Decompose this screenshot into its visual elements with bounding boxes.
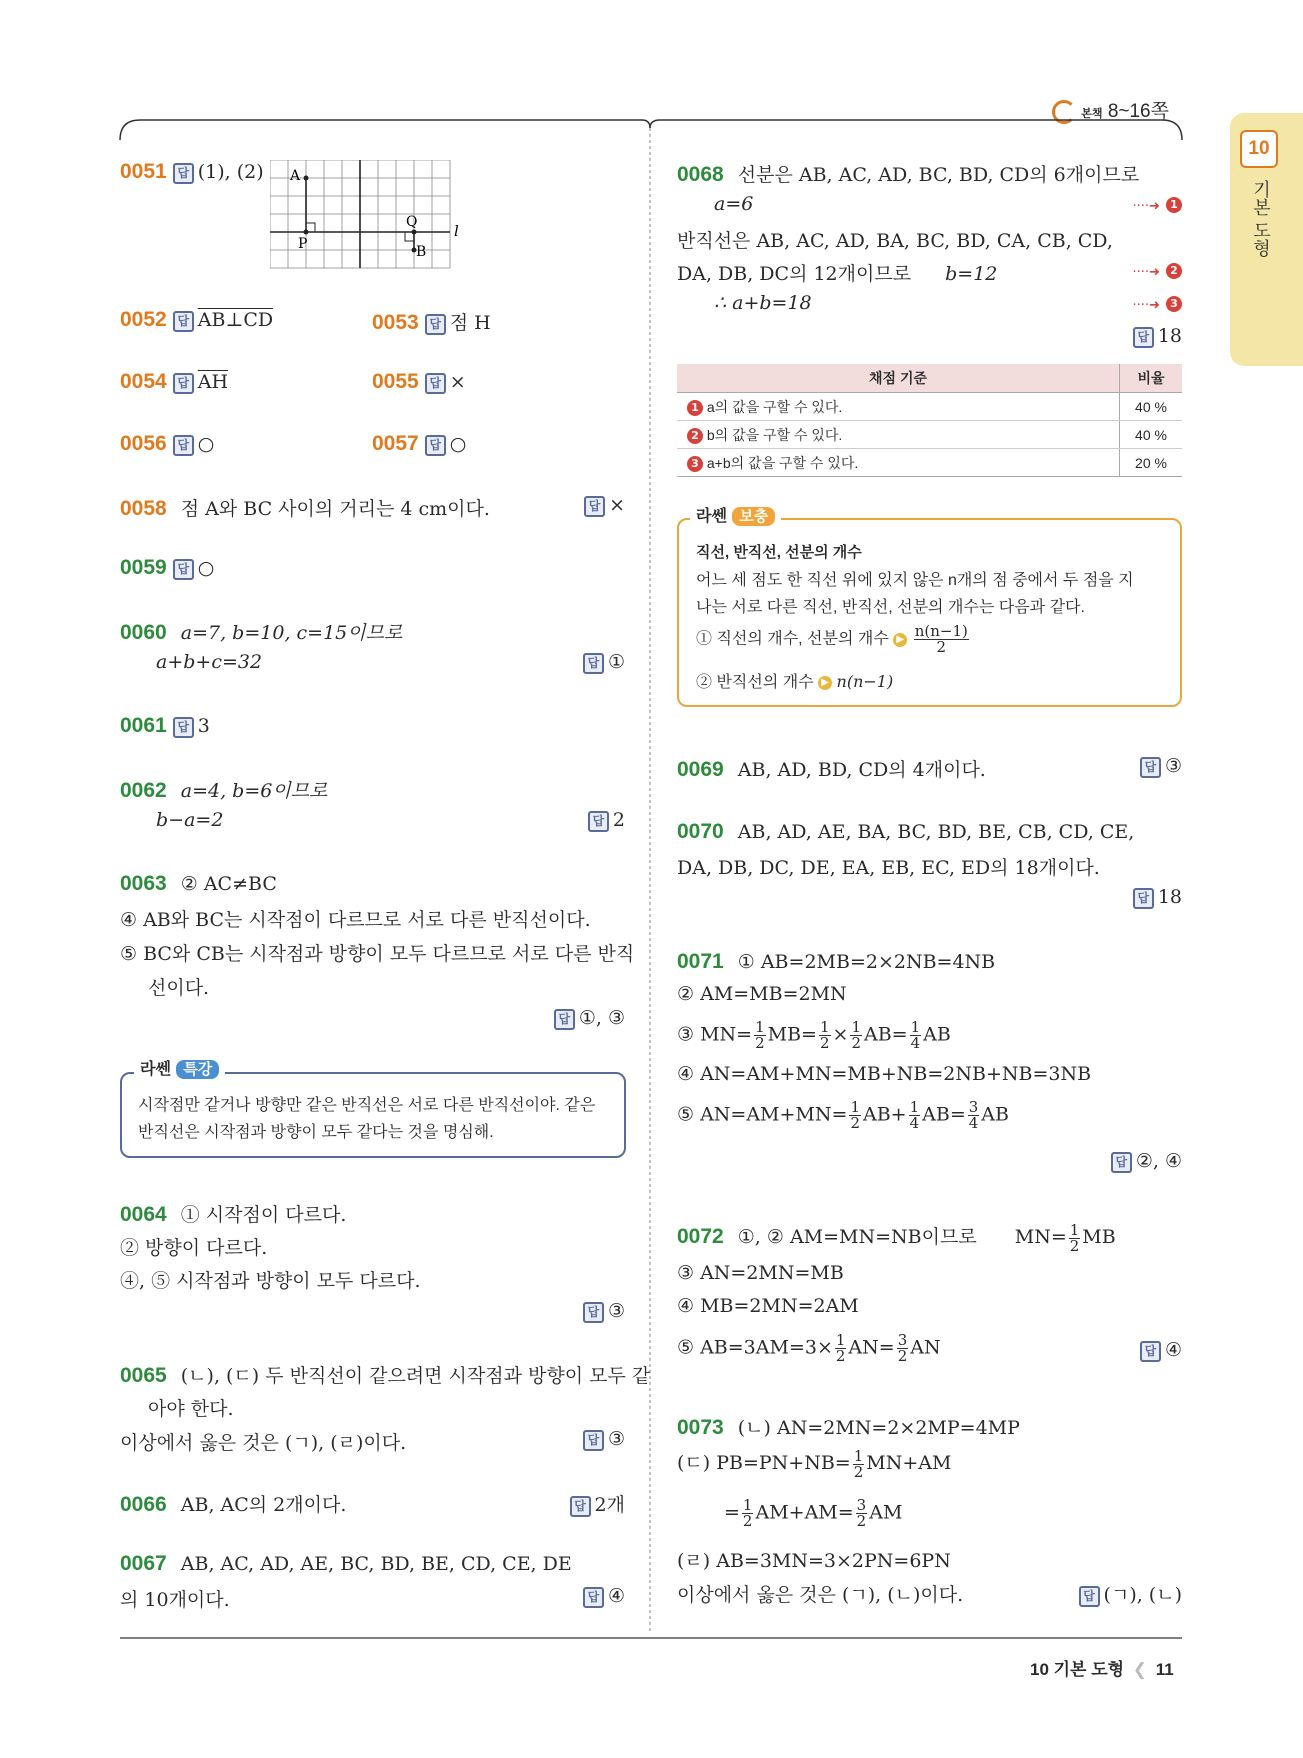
answer-icon: 답	[1140, 1341, 1161, 1362]
tip-header	[134, 1056, 225, 1080]
q0060	[120, 618, 625, 645]
supp-title: 직선, 반직선, 선분의 개수	[696, 544, 862, 561]
marker-2: 2	[1166, 263, 1182, 279]
q0068-b: a=6 ····➜ 1	[714, 193, 1182, 215]
page-number: 11	[1155, 1660, 1174, 1679]
page-range: 8~16쪽	[1107, 101, 1169, 122]
criterion: b의 값을 구할 수 있다.	[706, 426, 843, 443]
q0068-d: DA, DB, DC의 12개이므로 b=12 ····➜ 2	[677, 259, 1182, 286]
solution-line: DA, DB, DC의 12개이므로	[677, 263, 912, 285]
problem-number: 0056	[120, 432, 167, 455]
answer-icon: 답	[584, 496, 605, 517]
expr: AM	[869, 1501, 903, 1524]
answer: ①	[607, 651, 625, 673]
answer-icon: 답	[1111, 1152, 1132, 1173]
expr: AB+	[862, 1103, 907, 1126]
problem-number: 0065	[120, 1364, 167, 1387]
ratio: 40 %	[1120, 421, 1183, 449]
problem-number: 0068	[677, 163, 724, 186]
answer-icon: 답	[588, 811, 609, 832]
q0070	[677, 820, 1134, 844]
frac-num: 1	[850, 1098, 860, 1116]
label-p: P	[298, 236, 308, 252]
answer-icon: 답	[583, 653, 604, 674]
ratio: 40 %	[1120, 393, 1183, 421]
problem-number: 0073	[677, 1416, 724, 1439]
solution-line: ①, ② AM=MN=NB이므로	[737, 1226, 977, 1248]
label-a: A	[290, 168, 301, 184]
problem-number: 0063	[120, 872, 167, 895]
answer-icon: 답	[173, 435, 194, 456]
q0067	[120, 1552, 572, 1576]
solution-line: ④ AB와 BC는 시작점이 다르므로 서로 다른 반직선이다.	[120, 909, 591, 931]
supp-formula-1	[696, 624, 971, 655]
frac-den: 2	[819, 1034, 830, 1052]
frac-den: 2	[755, 1034, 765, 1052]
frac-num: 1	[853, 1446, 864, 1465]
answer-icon: 답	[173, 163, 194, 184]
supp-header	[690, 503, 781, 527]
frac-den: 2	[897, 1347, 908, 1365]
table-header: 비율	[1120, 364, 1183, 393]
frac-num: 1	[819, 1018, 830, 1036]
fraction-bottom: 2	[936, 638, 947, 656]
q0073-c	[724, 1498, 902, 1529]
answer: ③	[607, 1428, 625, 1450]
answer: ○	[449, 433, 467, 455]
solution-line: a+b+c=32	[156, 651, 263, 673]
tip-tag: 특강	[176, 1060, 219, 1079]
q0067-b	[120, 1585, 625, 1612]
supp-value: n(n−1)	[836, 672, 894, 691]
q0072-d	[677, 1333, 1182, 1364]
frac-num: 1	[910, 1018, 921, 1036]
q0057	[372, 432, 466, 456]
answer-icon: 답	[1133, 327, 1154, 348]
problem-number: 0064	[120, 1203, 167, 1226]
frac-num: 1	[1069, 1220, 1080, 1239]
tip-brand: 라쎈	[140, 1061, 171, 1078]
answer: ④	[1164, 1339, 1182, 1361]
answer-icon: 답	[173, 311, 194, 332]
q0068	[677, 160, 1139, 187]
answer: ④	[607, 1585, 625, 1607]
expr: (ㄷ) PB=PN+NB=	[677, 1452, 851, 1474]
solution-line: DA, DB, DC, DE, EA, EB, EC, ED의 18개이다.	[677, 857, 1100, 879]
answer-icon: 답	[173, 717, 194, 738]
answer-icon: 답	[1133, 888, 1154, 909]
q0064-answer	[120, 1300, 625, 1323]
q0058	[120, 494, 625, 521]
frac-num: 1	[742, 1496, 753, 1514]
fraction-top: n(n−1)	[914, 622, 968, 640]
supp-text: 나는 서로 다른 직선, 반직선, 선분의 개수는 다음과 같다.	[696, 599, 1085, 616]
table-cell: 2 b의 값을 구할 수 있다.	[677, 421, 1120, 449]
criterion: a+b의 값을 구할 수 있다.	[706, 454, 859, 471]
chapter-number: 10	[1240, 130, 1278, 168]
q0072	[677, 1222, 1116, 1254]
answer-icon: 답	[583, 1302, 604, 1323]
frac-den: 2	[835, 1347, 846, 1365]
q0071-c	[677, 1020, 951, 1051]
solution-line: (ㄴ) AN=2MN=2×2MP=4MP	[737, 1417, 1020, 1439]
problem-number: 0066	[120, 1493, 167, 1516]
expr: AB=	[922, 1103, 966, 1126]
problem-number: 0070	[677, 820, 724, 843]
chapter-title: 기본 도형	[1251, 180, 1271, 258]
answer: ②, ④	[1135, 1150, 1182, 1172]
solution-line: AB, AD, AE, BA, BC, BD, BE, CB, CD, CE,	[737, 821, 1135, 843]
q0053	[372, 308, 491, 335]
expr: MN=	[1014, 1226, 1067, 1248]
frac-den: 4	[910, 1034, 921, 1052]
answer: 2개	[594, 1494, 625, 1516]
answer: 18	[1157, 325, 1182, 347]
answer: (ㄱ), (ㄴ)	[1103, 1584, 1182, 1606]
q0070-answer	[677, 886, 1182, 909]
supp-formula-2	[696, 669, 893, 692]
answer-icon: 답	[1140, 757, 1161, 778]
answer-icon: 답	[425, 373, 446, 394]
answer: ③	[1164, 755, 1182, 777]
expr: AN	[910, 1336, 941, 1359]
solution-line: b−a=2	[156, 809, 224, 831]
q0073-b	[677, 1448, 951, 1480]
frac-num: 1	[835, 1331, 846, 1349]
tip-text: 시작점만 같거나 방향만 같은 반직선은 서로 다른 반직선이야. 같은	[138, 1097, 596, 1114]
solution-line: ④ MB=2MN=2AM	[677, 1295, 859, 1317]
solution-line: 선분은 AB, AC, AD, BC, BD, CD의 6개이므로	[737, 164, 1140, 186]
expr: AB	[981, 1103, 1009, 1126]
solution-line: 이상에서 옳은 것은 (ㄱ), (ㄴ)이다.	[677, 1584, 964, 1606]
problem-number: 0051	[120, 160, 167, 183]
q0071	[677, 950, 995, 974]
q0052	[120, 308, 273, 332]
answer-icon: 답	[425, 435, 446, 456]
expr: AN=	[848, 1336, 895, 1359]
solution-line: 아야 한다.	[148, 1398, 234, 1420]
label-l: l	[454, 222, 459, 240]
q0062-b	[156, 809, 625, 831]
answer: ×	[609, 494, 625, 516]
solution-line: ④ AN=AM+MN=MB+NB=2NB+NB=3NB	[677, 1063, 1092, 1085]
frac-num: 3	[897, 1331, 908, 1349]
answer: 18	[1157, 886, 1182, 908]
answer: ①, ③	[578, 1007, 625, 1029]
problem-number: 0060	[120, 621, 167, 644]
frac-num: 3	[968, 1098, 979, 1116]
grid-figure	[270, 160, 470, 272]
q0068-e: ∴ a+b=18 ····➜ 3	[714, 292, 1182, 314]
supp-text: ② 반직선의 개수	[696, 674, 814, 691]
answer: 3	[197, 715, 210, 737]
q0069	[677, 755, 1182, 782]
footer-chapter: 10 기본 도형	[1030, 1660, 1125, 1679]
frac-den: 2	[851, 1034, 861, 1052]
solution-line: ④, ⑤ 시작점과 방향이 모두 다르다.	[120, 1270, 421, 1292]
solution-line: (ㄹ) AB=3MN=3×2PN=6PN	[677, 1550, 951, 1572]
frac-den: 2	[1069, 1236, 1080, 1255]
answer: 2	[612, 809, 625, 831]
answer: ○	[197, 557, 215, 579]
answer-icon: 답	[173, 373, 194, 394]
q0061	[120, 714, 210, 738]
expr: ③ MN=	[677, 1023, 753, 1046]
arrow-icon: ▶	[818, 676, 832, 690]
answer-icon: 답	[583, 1430, 604, 1451]
answer-icon: 답	[425, 314, 446, 335]
label-b: B	[416, 244, 427, 260]
solution-line: a=6	[714, 193, 754, 215]
q0064	[120, 1200, 346, 1227]
frac-den: 2	[856, 1512, 867, 1530]
tip-box	[120, 1072, 626, 1158]
problem-number: 0054	[120, 370, 167, 393]
table-cell: 3 a+b의 값을 구할 수 있다.	[677, 449, 1120, 477]
expr: =	[724, 1501, 740, 1524]
answer-icon: 답	[554, 1009, 575, 1030]
frac-den: 4	[909, 1114, 920, 1132]
q0065	[120, 1361, 650, 1388]
frac-num: 1	[851, 1018, 861, 1036]
q0073-e	[677, 1580, 1182, 1607]
answer: (1), (2)	[197, 161, 264, 183]
q0059	[120, 556, 214, 580]
solution-line: a=4, b=6이므로	[180, 780, 328, 802]
q0056	[120, 432, 214, 456]
q0073	[677, 1413, 1020, 1440]
frac-den: 2	[742, 1512, 753, 1530]
expr: MB=	[767, 1023, 817, 1046]
answer: 점 H	[449, 312, 491, 334]
arrow-icon: ▶	[893, 633, 907, 647]
solution-line: ① 시작점이 다르다.	[180, 1204, 347, 1226]
q0054	[120, 370, 228, 394]
q0071-answer	[677, 1150, 1182, 1173]
answer: AB⊥CD	[197, 309, 274, 331]
solution-line: (ㄴ), (ㄷ) 두 반직선이 같으려면 시작점과 방향이 모두 같	[180, 1365, 651, 1387]
expr: AM+AM=	[755, 1501, 854, 1524]
answer-icon: 답	[173, 559, 194, 580]
expr: ×	[832, 1023, 849, 1046]
q0051	[120, 160, 264, 184]
problem-number: 0057	[372, 432, 419, 455]
ratio: 20 %	[1120, 449, 1183, 477]
frac-den: 2	[853, 1462, 864, 1481]
frac-den: 2	[850, 1114, 860, 1132]
problem-number: 0072	[677, 1225, 724, 1248]
answer: ×	[449, 371, 466, 393]
q0062	[120, 776, 327, 803]
solution-line: 의 10개이다.	[120, 1589, 230, 1611]
solution-line: b=12	[945, 263, 998, 285]
problem-number: 0053	[372, 311, 419, 334]
table-cell: 1 a의 값을 구할 수 있다.	[677, 393, 1120, 421]
frac-num: 3	[856, 1496, 867, 1514]
problem-number: 0067	[120, 1552, 167, 1575]
problem-number: 0062	[120, 779, 167, 802]
answer: $\overline{AH}$	[197, 371, 229, 393]
q0063	[120, 872, 277, 896]
supp-brand: 라쎈	[696, 508, 727, 525]
solution-line: ② AC≠BC	[180, 873, 277, 895]
q0068-answer	[677, 325, 1182, 348]
supp-tag: 보충	[732, 507, 775, 526]
solution-line: 반직선은 AB, AC, AD, BA, BC, BD, CA, CB, CD,	[677, 230, 1113, 252]
solution-text: AB, AC의 2개이다.	[180, 1494, 347, 1516]
solution-line: ② AM=MB=2MN	[677, 983, 847, 1005]
solution-text: 점 A와 BC 사이의 거리는 4 cm이다.	[180, 498, 490, 520]
problem-number: 0069	[677, 758, 724, 781]
answer-icon: 답	[570, 1496, 591, 1517]
problem-number: 0058	[120, 497, 167, 520]
q0060-b	[156, 651, 625, 673]
tip-text: 반직선은 시작점과 방향이 모두 같다는 것을 명심해.	[138, 1124, 494, 1141]
problem-number: 0071	[677, 950, 724, 973]
q0065-c	[120, 1428, 625, 1455]
answer: ○	[197, 433, 215, 455]
problem-number: 0059	[120, 556, 167, 579]
frac-num: 1	[755, 1018, 765, 1036]
problem-number: 0061	[120, 714, 167, 737]
expr: MN+AM	[866, 1452, 952, 1474]
footer	[1030, 1655, 1174, 1680]
solution-line: 선이다.	[148, 977, 210, 999]
solution-line: ③ AN=2MN=MB	[677, 1262, 844, 1284]
answer-icon: 답	[1079, 1586, 1100, 1607]
solution-line: 이상에서 옳은 것은 (ㄱ), (ㄹ)이다.	[120, 1432, 407, 1454]
answer: ③	[607, 1300, 625, 1322]
supp-text: ① 직선의 개수, 선분의 개수	[696, 630, 889, 648]
solution-line: AB, AC, AD, AE, BC, BD, BE, CD, CE, DE	[180, 1553, 572, 1575]
score-table	[677, 364, 1182, 477]
answer-icon: 답	[583, 1587, 604, 1608]
table-header: 채점 기준	[677, 364, 1120, 393]
q0066	[120, 1490, 625, 1517]
problem-number: 0052	[120, 308, 167, 331]
q0055	[372, 370, 466, 394]
solution-line: ② 방향이 다르다.	[120, 1237, 268, 1259]
frac-num: 1	[909, 1098, 920, 1116]
chevron-left-icon: ❮	[1132, 1660, 1148, 1679]
q0071-e	[677, 1100, 1009, 1131]
solution-line: ⑤ BC와 CB는 시작점과 방향이 모두 다르므로 서로 다른 반직	[120, 943, 635, 965]
solution-line: ∴ a+b=18	[714, 292, 812, 314]
book-ref: 본책	[1081, 108, 1103, 120]
solution-line: ① AB=2MB=2×2NB=4NB	[737, 951, 996, 973]
expr: AB	[923, 1023, 951, 1046]
expr: MB	[1082, 1226, 1116, 1248]
solution-line: a=7, b=10, c=15이므로	[180, 622, 403, 644]
problem-number: 0055	[372, 370, 419, 393]
expr: AB=	[863, 1023, 908, 1046]
marker-3: 3	[1166, 296, 1182, 312]
expr: ⑤ AB=3AM=3×	[677, 1336, 833, 1359]
q0063-answer	[120, 1007, 625, 1030]
expr: ⑤ AN=AM+MN=	[677, 1103, 848, 1126]
solution-text: AB, AD, BD, CD의 4개이다.	[737, 759, 986, 781]
marker-1: 1	[1166, 197, 1182, 213]
supp-text: 어느 세 점도 한 직선 위에 있지 않은 n개의 점 중에서 두 점을 지	[696, 572, 1134, 589]
label-q: Q	[406, 214, 418, 230]
frac-den: 4	[968, 1114, 979, 1132]
criterion: a의 값을 구할 수 있다.	[706, 398, 843, 415]
